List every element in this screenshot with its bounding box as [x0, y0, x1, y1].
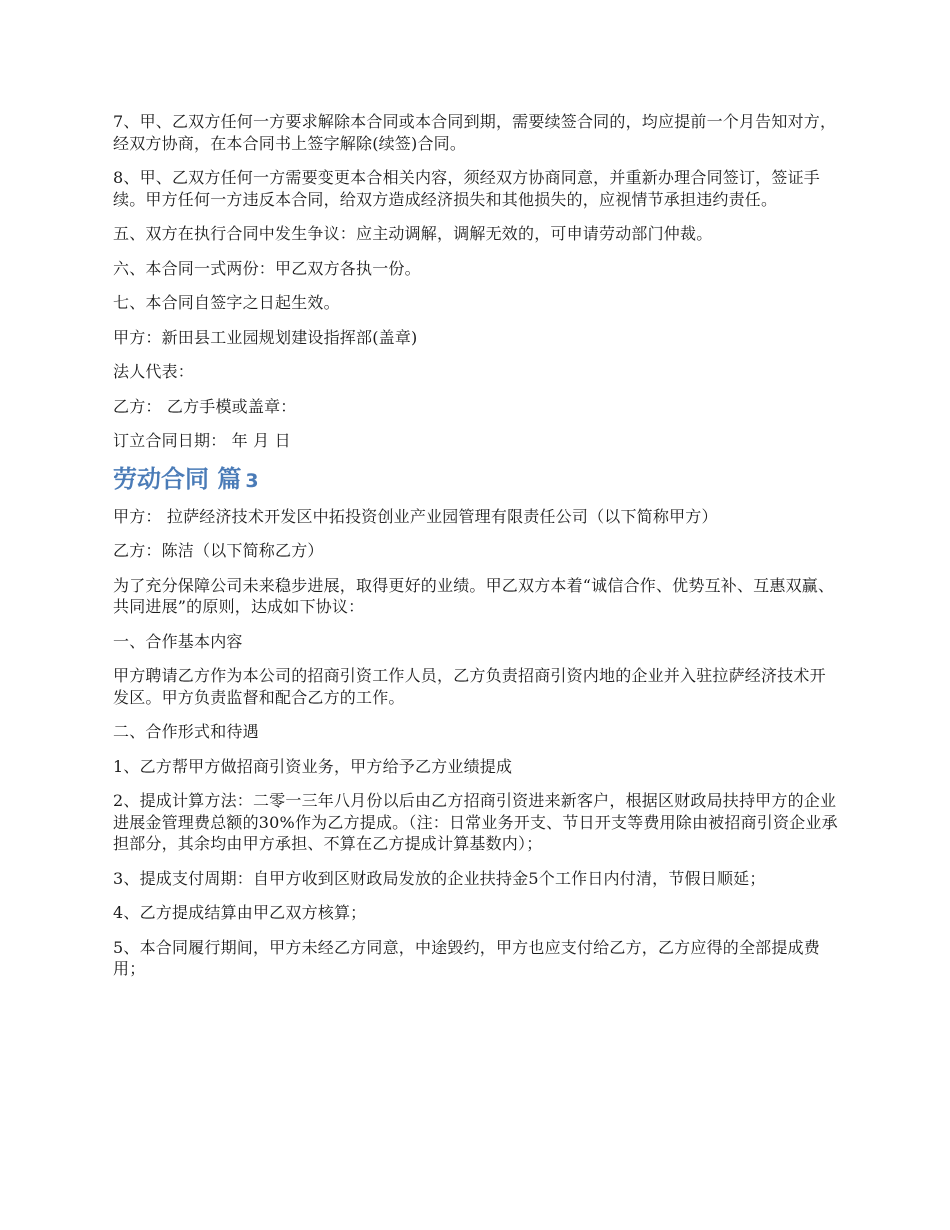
contract-terms-bottom: [113, 506, 840, 980]
legal-representative: 法人代表：: [113, 362, 195, 381]
paragraph-item-3: 3、提成支付周期：自甲方收到区财政局发放的企业扶持金5个工作日内付清，节假日顺延；: [113, 868, 766, 888]
paragraph-item-5: 5、本合同履行期间，甲方未经乙方同意，中途毁约，甲方也应支付给乙方，乙方应得的全部提成费用；: [113, 937, 820, 978]
section-heading-title: 劳动合同 篇: [113, 464, 242, 493]
section-cooperation-form: 二、合作形式和待遇: [113, 722, 259, 741]
paragraph-item-4: 4、乙方提成结算由甲乙双方核算；: [113, 903, 367, 922]
section-heading: [113, 465, 840, 495]
section-cooperation-content: 一、合作基本内容: [113, 631, 243, 651]
paragraph-item-1: 1、乙方帮甲方做招商引资业务，甲方给予乙方业绩提成: [113, 756, 513, 776]
party-a-line: 甲方： 拉萨经济技术开发区中拓投资创业产业园管理有限责任公司（以下简称甲方）: [113, 506, 718, 526]
party-b-line: 乙方：陈洁（以下简称乙方）: [113, 541, 324, 560]
paragraph-cooperation-content: 甲方聘请乙方作为本公司的招商引资工作人员，乙方负责招商引资内地的企业并入驻拉萨经济技术开发区。甲方负责监督和配合乙方的工作。: [113, 666, 826, 707]
paragraph-effective: 七、本合同自签字之日起生效。: [113, 293, 340, 312]
paragraph-dispute: 五、双方在执行合同中发生争议：应主动调解，调解无效的，可申请劳动部门仲裁。: [113, 224, 713, 243]
party-b-signature: 乙方： 乙方手模或盖章：: [113, 396, 297, 416]
party-a-signature: 甲方：新田县工业园规划建设指挥部(盖章): [113, 327, 418, 347]
contract-date: 订立合同日期： 年 月 日: [113, 431, 291, 450]
contract-terms-top: [113, 111, 840, 452]
paragraph-clause-8: 8、甲、乙双方任何一方需要变更本合相关内容，须经双方协商同意，并重新办理合同签订，签证手续。甲方任何一方违反本合同，给双方造成经济损失和其他损失的，应视情节承担违约责任。: [113, 168, 820, 209]
paragraph-copies: 六、本合同一式两份：甲乙双方各执一份。: [113, 258, 421, 278]
paragraph-item-2: 2、提成计算方法：二零一三年八月份以后由乙方招商引资进来新客户，根据区财政局扶持甲方的企业进展金管理费总额的30%作为乙方提成。（注：日常业务开支、节日开支等费用除由被招商引资企业承担部分，其余均由甲方承担、不算在乙方提成计算基数内）；: [113, 791, 838, 853]
paragraph-clause-7: 7、甲、乙双方任何一方要求解除本合同或本合同到期，需要续签合同的，均应提前一个月告知对方，经双方协商，在本合同书上签字解除(续签)合同。: [113, 112, 837, 153]
section-heading-number: 3: [245, 469, 259, 492]
paragraph-preamble: 为了充分保障公司未来稳步进展，取得更好的业绩。甲乙双方本着“诚信合作、优势互补、互惠双赢、共同进展”的原则，达成如下协议：: [113, 575, 835, 616]
